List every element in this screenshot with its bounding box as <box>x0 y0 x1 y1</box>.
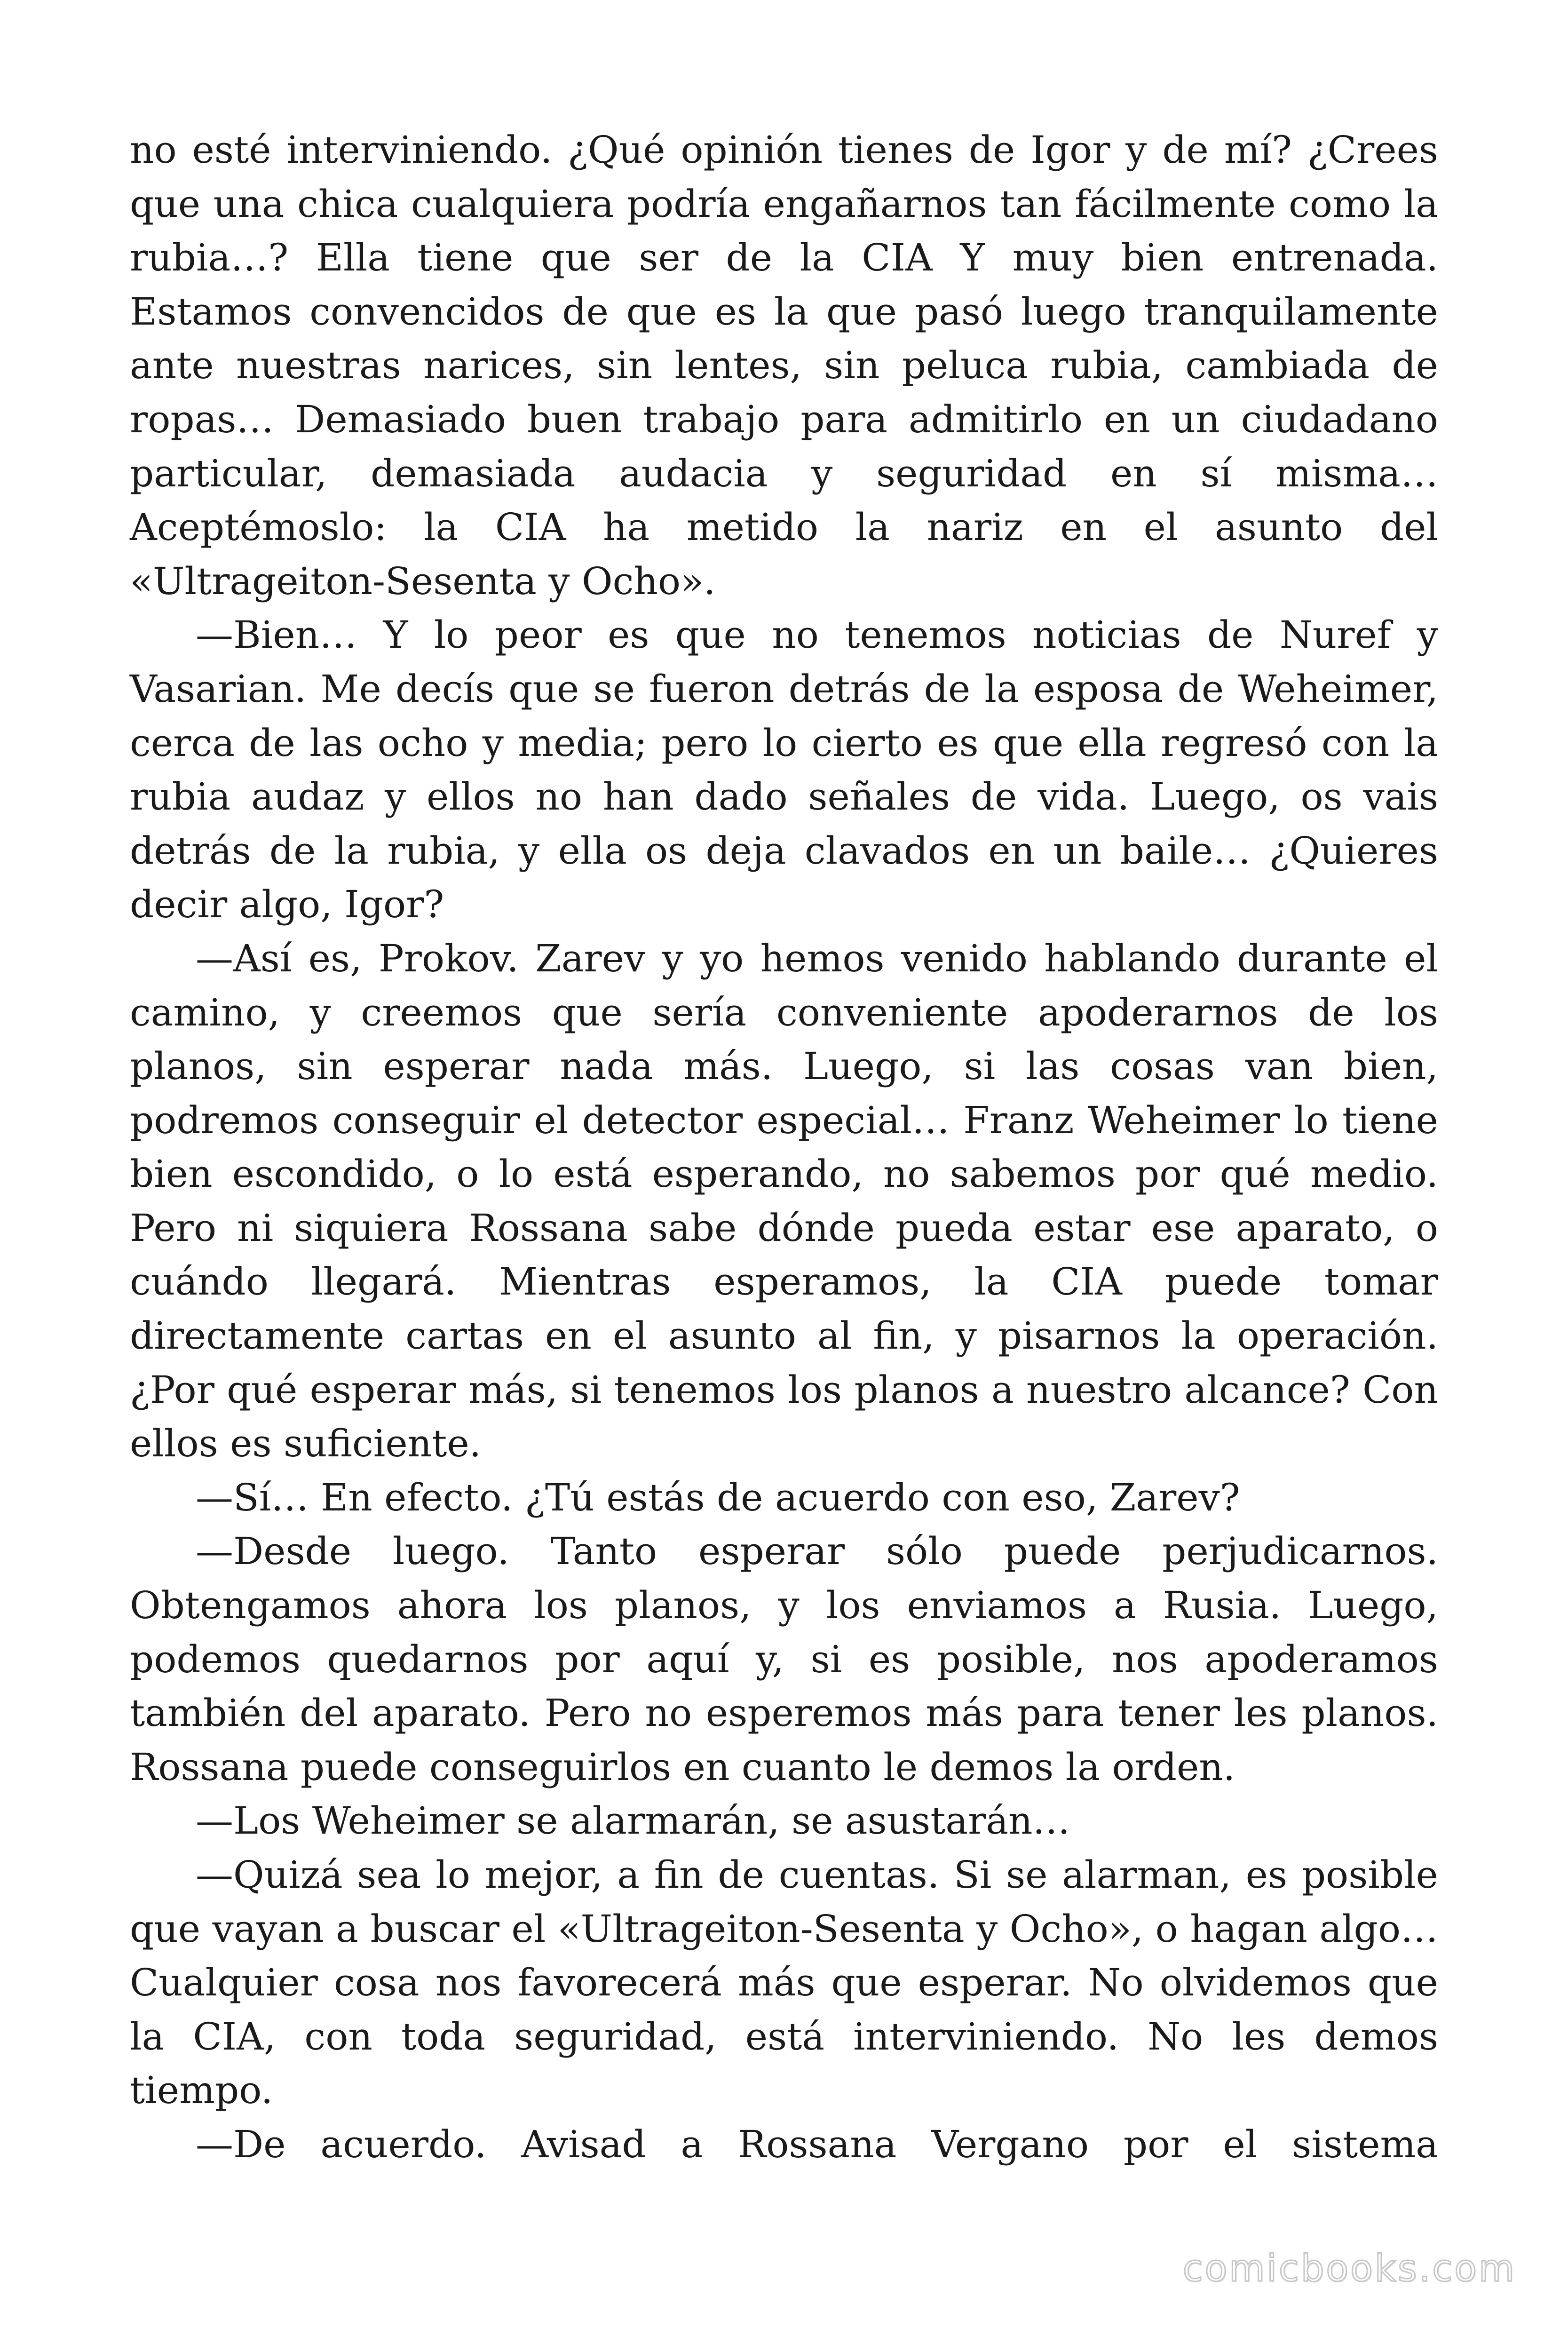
dialogue-paragraph: —Los Weheimer se alarmarán, se asustarán… <box>196 1799 1070 1843</box>
dialogue-paragraph: —Sí… En efecto. ¿Tú estás de acuerdo con eso, Zarev? <box>196 1475 1240 1519</box>
dialogue-paragraph-partial: —De acuerdo. Avisad a Rossana Vergano por el sistema <box>196 2122 1438 2166</box>
body-text <box>130 123 1438 2172</box>
dialogue-paragraph: —Bien… Y lo peor es que no tenemos noticias de Nuref y Vasarian. Me decís que se fueron detrás de la esposa de Weheimer, cerca de las ocho y media; pero lo cierto es que ella regresó con la rubia audaz y ellos no han dado señales de vida. Luego, os vais detrás de la rubia, y ella os deja clavados en un baile… ¿Quieres decir algo, Igor? <box>130 613 1438 927</box>
dialogue-paragraph: —Quizá sea lo mejor, a fin de cuentas. Si se alarman, es posible que vayan a buscar el «Ultrageiton-Sesenta y Ocho», o hagan algo… Cualquier cosa nos favorecerá más que esperar. No olvidemos que la CIA, con toda seguridad, está interviniendo. No les demos tiempo. <box>130 1853 1438 2113</box>
paragraph-continued: no esté interviniendo. ¿Qué opinión tienes de Igor y de mí? ¿Crees que una chica cualquiera podría engañarnos tan fácilmente como la rubia…? Ella tiene que ser de la CIA Y muy bien entrenada. Estamos convencidos de que es la que pasó luego tranquilamente ante nuestras narices, sin lentes, sin peluca rubia, cambiada de ropas… Demasiado buen trabajo para admitirlo en un ciudadano particular, demasiada audacia y seguridad en sí misma… Aceptémoslo: la CIA ha metido la nariz en el asunto del «Ultrageiton-Sesenta y Ocho». <box>130 128 1438 603</box>
dialogue-paragraph: —Así es, Prokov. Zarev y yo hemos venido hablando durante el camino, y creemos que sería conveniente apoderarnos de los planos, sin esperar nada más. Luego, si las cosas van bien, podremos conseguir el detector especial… Franz Weheimer lo tiene bien escondido, o lo está esperando, no sabemos por qué medio. Pero ni siquiera Rossana sabe dónde pueda estar ese aparato, o cuándo llegará. Mientras esperamos, la CIA puede tomar directamente cartas en el asunto al fin, y pisarnos la operación. ¿Por qué esperar más, si tenemos los planos a nuestro alcance? Con ellos es suficiente. <box>130 936 1438 1466</box>
watermark-logo: comicbooks.com <box>1182 2248 1516 2290</box>
dialogue-paragraph: —Desde luego. Tanto esperar sólo puede perjudicarnos. Obtengamos ahora los planos, y los enviamos a Rusia. Luego, podemos quedarnos por aquí y, si es posible, nos apoderamos también del aparato. Pero no esperemos más para tener les planos. Rossana puede conseguirlos en cuanto le demos la orden. <box>130 1529 1438 1789</box>
